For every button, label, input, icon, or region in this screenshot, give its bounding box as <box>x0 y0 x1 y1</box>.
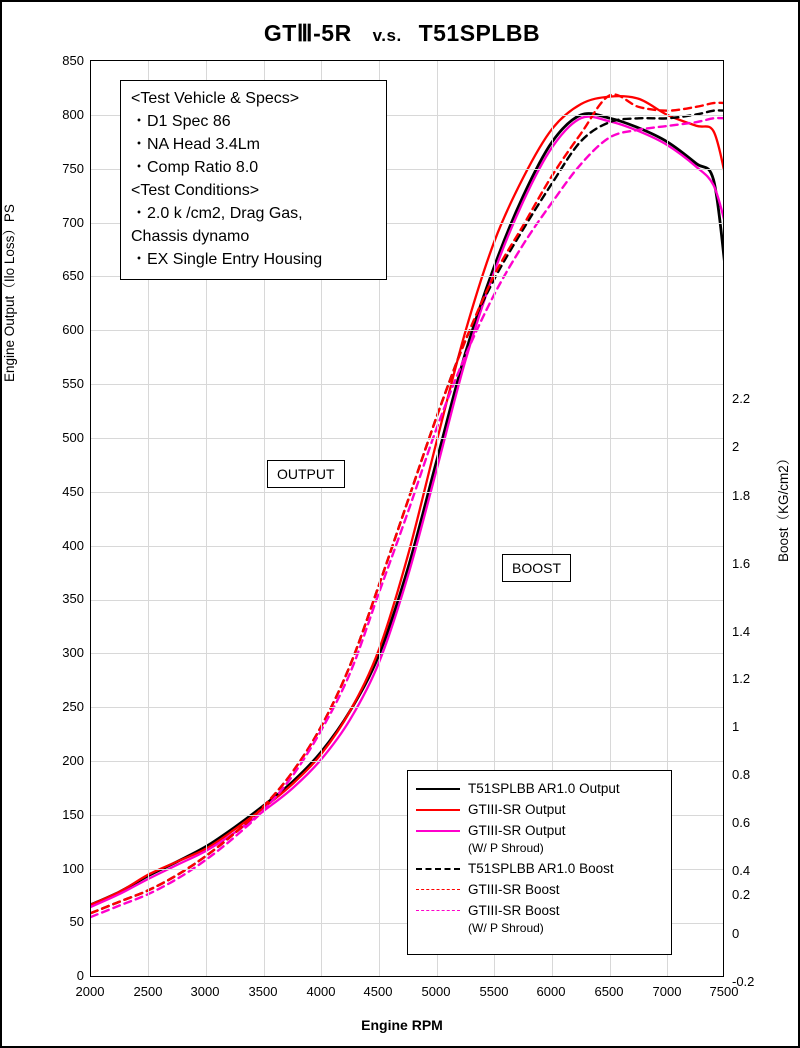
title-main: GTⅢ-5R <box>263 20 352 46</box>
gridline-horizontal <box>91 492 723 493</box>
y-tick-right: 2 <box>732 439 740 454</box>
y-tick-left: 400 <box>62 538 84 553</box>
y-tick-right: 0.6 <box>732 815 751 830</box>
x-tick: 4500 <box>363 984 393 999</box>
y-tick-left: 350 <box>62 591 84 606</box>
legend-label: T51SPLBB AR1.0 Boost <box>468 861 614 876</box>
legend-item <box>416 879 663 900</box>
x-tick: 3500 <box>248 984 278 999</box>
y-tick-left: 250 <box>62 699 84 714</box>
y-tick-right: 1.6 <box>732 556 751 571</box>
legend-label: GTIII-SR Output <box>468 802 566 817</box>
x-tick: 4000 <box>306 984 336 999</box>
gridline-horizontal <box>91 600 723 601</box>
legend-item <box>416 900 663 921</box>
y-tick-left: 850 <box>62 53 84 68</box>
spec-line: ・Comp Ratio 8.0 <box>131 159 259 176</box>
x-tick: 6000 <box>536 984 566 999</box>
gridline-horizontal <box>91 546 723 547</box>
title-vs: v.s. <box>372 26 402 45</box>
y-tick-left: 200 <box>62 753 84 768</box>
x-tick: 6500 <box>594 984 624 999</box>
y-tick-left: 150 <box>62 807 84 822</box>
x-tick: 7000 <box>652 984 682 999</box>
y-tick-left: 800 <box>62 107 84 122</box>
spec-line: ・2.0 k /cm2, Drag Gas, <box>131 205 303 222</box>
y-tick-right: 2.2 <box>732 391 751 406</box>
gridline-horizontal <box>91 330 723 331</box>
y-tick-left: 50 <box>69 914 84 929</box>
gridline-horizontal <box>91 707 723 708</box>
y-tick-left: 300 <box>62 645 84 660</box>
x-tick: 2500 <box>133 984 163 999</box>
gridline-horizontal <box>91 438 723 439</box>
y-tick-left: 600 <box>62 322 84 337</box>
spec-box <box>120 80 387 280</box>
y-tick-right: 0.8 <box>732 767 751 782</box>
y-axis-right-title: Boost（KG/cm2） <box>776 451 791 562</box>
y-tick-left: 500 <box>62 430 84 445</box>
legend-item <box>416 799 663 820</box>
y-tick-right: 0.4 <box>732 863 751 878</box>
y-tick-left: 0 <box>76 968 84 983</box>
x-tick: 7500 <box>709 984 739 999</box>
gridline-horizontal <box>91 761 723 762</box>
legend-item <box>416 820 663 841</box>
spec-line: Chassis dynamo <box>131 228 250 245</box>
legend <box>407 770 672 955</box>
legend-item <box>416 778 663 799</box>
y-tick-right: 1.4 <box>732 624 751 639</box>
x-tick: 5000 <box>421 984 451 999</box>
x-axis-title: Engine RPM <box>361 1017 443 1033</box>
y-tick-right: -0.2 <box>732 974 755 989</box>
x-tick: 5500 <box>479 984 509 999</box>
y-axis-left-title: Engine Output（Ilo Loss）PS <box>2 204 17 382</box>
y-tick-left: 700 <box>62 215 84 230</box>
x-tick: 2000 <box>75 984 105 999</box>
boost-annotation: BOOST <box>502 554 571 582</box>
spec-line: ・NA Head 3.4Lm <box>131 136 260 153</box>
legend-label: GTIII-SR Boost <box>468 903 560 918</box>
legend-label: GTIII-SR Boost <box>468 882 560 897</box>
gridline-horizontal <box>91 653 723 654</box>
y-tick-right: 1 <box>732 719 740 734</box>
spec-line: ・EX Single Entry Housing <box>131 251 323 268</box>
spec-line: <Test Vehicle & Specs> <box>131 90 300 107</box>
output-annotation: OUTPUT <box>267 460 345 488</box>
y-tick-left: 750 <box>62 161 84 176</box>
legend-label: T51SPLBB AR1.0 Output <box>468 781 620 796</box>
legend-sublabel: (W/ P Shroud) <box>468 841 544 855</box>
legend-label: GTIII-SR Output <box>468 823 566 838</box>
y-tick-right: 0.2 <box>732 887 751 902</box>
gridline-horizontal <box>91 384 723 385</box>
spec-line: <Test Conditions> <box>131 182 260 199</box>
y-tick-right: 1.2 <box>732 671 751 686</box>
y-tick-left: 100 <box>62 861 84 876</box>
spec-line: ・D1 Spec 86 <box>131 113 231 130</box>
y-tick-left: 550 <box>62 376 84 391</box>
x-tick: 3000 <box>190 984 220 999</box>
y-tick-right: 0 <box>732 926 740 941</box>
title-rival: T51SPLBB <box>418 20 541 46</box>
page-title <box>2 20 800 47</box>
y-tick-left: 650 <box>62 268 84 283</box>
legend-item <box>416 858 663 879</box>
y-tick-left: 450 <box>62 484 84 499</box>
legend-sublabel: (W/ P Shroud) <box>468 921 544 935</box>
y-tick-right: 1.8 <box>732 488 751 503</box>
